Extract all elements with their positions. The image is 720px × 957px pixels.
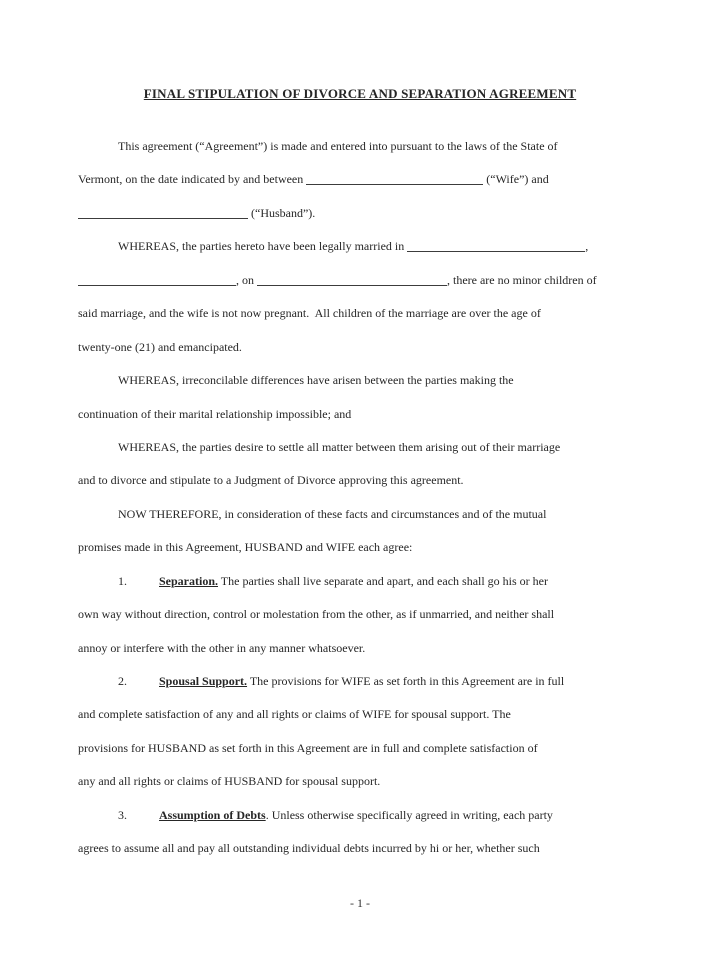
text-run: provisions for HUSBAND as set forth in this Agreement are in full and complete satisfaction of — [78, 740, 538, 755]
text-run: and complete satisfaction of any and all rights or claims of WIFE for spousal support. The — [78, 707, 511, 722]
text-run: 3. — [118, 807, 127, 822]
document-line — [78, 163, 642, 196]
document-line — [78, 130, 642, 163]
fill-in-blank — [407, 250, 585, 252]
document-line — [78, 297, 642, 330]
fill-in-blank — [78, 284, 236, 286]
text-run: This agreement (“Agreement”) is made and entered into pursuant to the laws of the State of — [118, 139, 558, 153]
text-run: 2. — [118, 674, 127, 688]
text-run: , on — [236, 272, 257, 287]
document-line — [78, 230, 642, 263]
text-run: Vermont, on the date indicated by and between — [78, 172, 307, 187]
text-run: NOW THEREFORE, in consideration of these facts and circumstances and of the mutual — [118, 506, 547, 521]
text-run: Spousal Support. — [159, 674, 248, 688]
text-run: Assumption of Debts — [159, 807, 266, 822]
document-line — [78, 832, 642, 865]
text-run: The parties shall live separate and apart, and each shall go his or her — [218, 573, 549, 588]
text-run: (“Husband”). — [248, 205, 316, 220]
fill-in-blank — [257, 284, 447, 286]
text-run: promises made in this Agreement, HUSBAND and WIFE each agree: — [78, 540, 413, 555]
document-body — [78, 130, 642, 866]
text-run: twenty-one (21) and emancipated. — [78, 339, 242, 354]
document-line — [78, 765, 642, 798]
text-run: and to divorce and stipulate to a Judgment of Divorce approving this agreement. — [78, 473, 464, 488]
text-run: . Unless otherwise specifically agreed in writing, each party — [265, 807, 553, 822]
text-run: WHEREAS, the parties hereto have been legally married in — [118, 239, 408, 254]
text-run: 1. — [118, 573, 127, 588]
text-run: annoy or interfere with the other in any manner whatsoever. — [78, 640, 366, 655]
document-line — [78, 665, 642, 698]
fill-in-blank — [78, 217, 248, 219]
text-run: WHEREAS, the parties desire to settle all matter between them arising out of their marriage — [118, 439, 561, 454]
text-run: own way without direction, control or molestation from the other, as if unmarried, and neither shall — [78, 607, 555, 622]
document-line — [78, 732, 642, 765]
text-run: continuation of their marital relationship impossible; and — [78, 406, 352, 421]
document-line — [78, 799, 642, 832]
text-run: Separation. — [159, 573, 219, 588]
fill-in-blank — [306, 183, 483, 185]
page-number: - 1 - — [350, 896, 370, 910]
document-line — [78, 264, 642, 297]
document-line — [78, 197, 642, 230]
text-run: , there are no minor children of — [447, 272, 597, 287]
document-line — [78, 398, 642, 431]
document-line — [78, 331, 642, 364]
document-title: FINAL STIPULATION OF DIVORCE AND SEPARATION AGREEMENT — [143, 86, 577, 101]
text-run: The provisions for WIFE as set forth in this Agreement are in full — [247, 674, 565, 688]
text-run: agrees to assume all and pay all outstanding individual debts incurred by hi or her, whether such — [78, 841, 540, 856]
text-run: said marriage, and the wife is not now pregnant. All children of the marriage are over the age of — [78, 306, 541, 321]
text-run: , — [585, 239, 589, 254]
document-line — [78, 364, 642, 397]
document-line — [78, 565, 642, 598]
document-line — [78, 598, 642, 631]
document-line — [78, 531, 642, 564]
text-run: (“Wife”) and — [483, 172, 549, 187]
text-run: any and all rights or claims of HUSBAND for spousal support. — [78, 774, 381, 789]
document-line — [78, 698, 642, 731]
document-line — [78, 431, 642, 464]
text-run: WHEREAS, irreconcilable differences have arisen between the parties making the — [118, 373, 514, 388]
document-line — [78, 464, 642, 497]
document-line — [78, 632, 642, 665]
document-line — [78, 498, 642, 531]
